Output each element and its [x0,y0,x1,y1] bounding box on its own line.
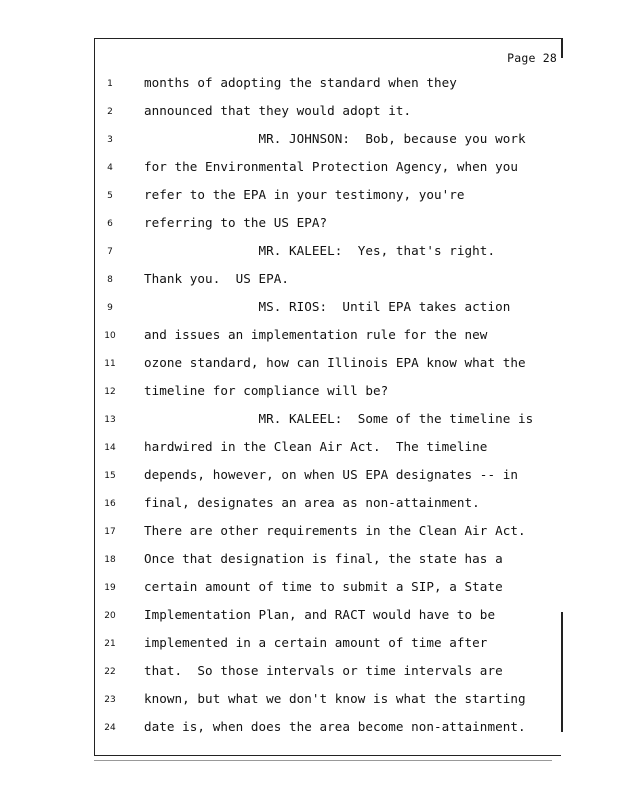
line-number: 10 [104,331,116,341]
footer-rule [94,760,552,761]
line-number: 15 [104,471,116,481]
line-text: certain amount of time to submit a SIP, a State [144,579,503,594]
line-text: final, designates an area as non-attainment. [144,495,480,510]
line-text: months of adopting the standard when they [144,75,457,90]
line-text: date is, when does the area become non-attainment. [144,719,526,734]
line-text: MR. KALEEL: Some of the timeline is [144,411,534,426]
line-number: 6 [107,219,113,229]
line-text: that. So those intervals or time intervals are [144,663,503,678]
transcript-line [95,493,562,521]
transcript-line [95,129,562,157]
transcript-page [94,38,561,756]
line-text: Once that designation is final, the state has a [144,551,503,566]
transcript-line [95,381,562,409]
transcript-line [95,325,562,353]
line-text: hardwired in the Clean Air Act. The timeline [144,439,488,454]
transcript-line [95,549,562,577]
line-number: 9 [107,303,113,313]
line-text: MS. RIOS: Until EPA takes action [144,299,511,314]
page-border-fragment [561,612,563,732]
transcript-line [95,269,562,297]
transcript-line [95,157,562,185]
page-number: Page 28 [507,51,557,65]
line-number: 7 [107,247,113,257]
transcript-line [95,73,562,101]
transcript-line [95,521,562,549]
line-number: 5 [107,191,113,201]
line-number: 4 [107,163,113,173]
transcript-line [95,689,562,717]
transcript-line [95,577,562,605]
line-text: for the Environmental Protection Agency, when you [144,159,518,174]
line-text: implemented in a certain amount of time after [144,635,488,650]
line-number: 18 [104,555,116,565]
line-text: and issues an implementation rule for the new [144,327,488,342]
line-text: refer to the EPA in your testimony, you're [144,187,465,202]
line-text: ozone standard, how can Illinois EPA know what the [144,355,526,370]
page-border-fragment [561,38,563,58]
line-number: 17 [104,527,116,537]
transcript-line [95,437,562,465]
line-number: 2 [107,107,113,117]
transcript-line [95,241,562,269]
line-number: 24 [104,723,116,733]
transcript-line [95,101,562,129]
transcript-line [95,353,562,381]
line-text: MR. JOHNSON: Bob, because you work [144,131,526,146]
line-text: known, but what we don't know is what the starting [144,691,526,706]
transcript-line [95,465,562,493]
transcript-line [95,297,562,325]
line-number: 1 [107,79,113,89]
line-text: MR. KALEEL: Yes, that's right. [144,243,496,258]
transcript-line [95,409,562,437]
transcript-line [95,605,562,633]
line-text: Implementation Plan, and RACT would have to be [144,607,496,622]
line-text: announced that they would adopt it. [144,103,412,118]
transcript-line [95,661,562,689]
line-text: referring to the US EPA? [144,215,328,230]
line-text: timeline for compliance will be? [144,383,389,398]
line-number: 22 [104,667,116,677]
line-number: 19 [104,583,116,593]
line-text: depends, however, on when US EPA designates -- in [144,467,518,482]
line-number: 13 [104,415,116,425]
transcript-line [95,633,562,661]
line-text: There are other requirements in the Clean Air Act. [144,523,526,538]
line-number: 16 [104,499,116,509]
transcript-line [95,213,562,241]
transcript-line [95,717,562,745]
line-number: 8 [107,275,113,285]
line-number: 14 [104,443,116,453]
line-number: 20 [104,611,116,621]
line-number: 11 [104,359,116,369]
line-number: 12 [104,387,116,397]
line-number: 23 [104,695,116,705]
line-number: 3 [107,135,113,145]
line-text: Thank you. US EPA. [144,271,290,286]
transcript-line [95,185,562,213]
line-number: 21 [104,639,116,649]
